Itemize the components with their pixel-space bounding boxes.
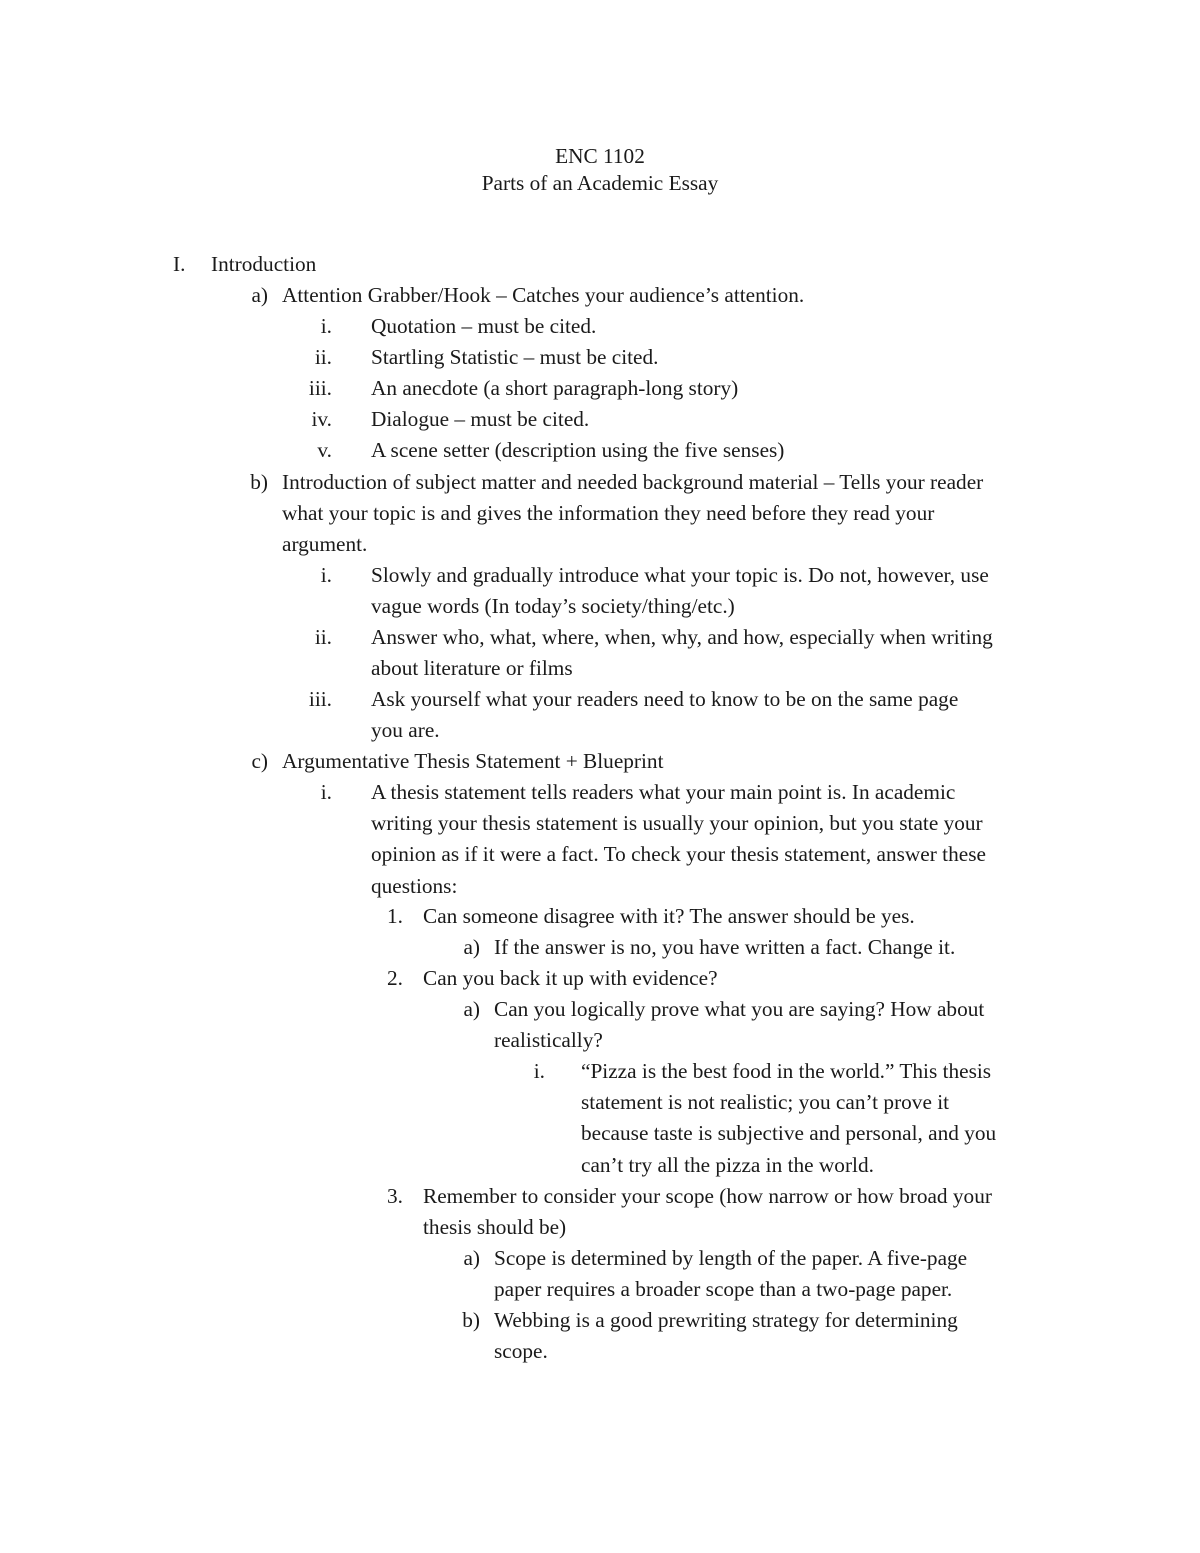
outline-text-line: statement is not realistic; you can’t prove it <box>581 1090 950 1115</box>
outline-text-line: Startling Statistic – must be cited. <box>371 345 659 369</box>
outline-text-line: Argumentative Thesis Statement + Blueprint <box>282 749 664 773</box>
outline-marker: 2. <box>387 966 403 990</box>
outline-marker: i. <box>533 1059 545 1083</box>
outline-text-line: you are. <box>371 718 440 743</box>
outline-text <box>371 684 958 746</box>
outline-text-line: Quotation – must be cited. <box>371 314 597 338</box>
outline-marker: iv. <box>311 407 332 431</box>
outline-marker: a) <box>463 997 480 1021</box>
document-title: Parts of an Academic Essay <box>481 171 719 195</box>
outline-marker: ii. <box>314 345 332 369</box>
outline-text <box>423 963 718 994</box>
outline-text-line: Attention Grabber/Hook – Catches your audience’s attention. <box>282 283 805 307</box>
outline-text-line: argument. <box>282 532 368 557</box>
outline-text <box>494 932 955 963</box>
outline-text-line: Answer who, what, where, when, why, and how, especially when writing <box>371 625 993 649</box>
outline-text <box>423 901 915 932</box>
outline-marker: I. <box>173 252 186 276</box>
outline-text-line: Introduction <box>211 252 317 276</box>
outline-text-line: opinion as if it were a fact. To check your thesis statement, answer these <box>371 842 986 867</box>
outline-text-line: A thesis statement tells readers what your main point is. In academic <box>371 780 956 804</box>
outline-text-line: realistically? <box>494 1028 603 1053</box>
outline-text <box>371 373 738 404</box>
outline-marker: a) <box>463 1246 480 1270</box>
outline-text-line: Can you logically prove what you are saying? How about <box>494 997 985 1021</box>
outline-marker: v. <box>317 438 332 462</box>
outline-text <box>494 1305 958 1367</box>
outline-text-line: questions: <box>371 873 458 898</box>
outline-text <box>494 994 984 1056</box>
outline-text <box>371 404 589 435</box>
outline-text-line: thesis should be) <box>423 1215 567 1240</box>
outline-text <box>494 1243 967 1305</box>
outline-marker: i. <box>320 780 332 804</box>
outline-text <box>371 435 784 466</box>
outline-text <box>581 1056 996 1181</box>
outline-marker: c) <box>251 749 268 773</box>
outline-marker: 1. <box>387 904 403 928</box>
outline-marker: ii. <box>314 625 332 649</box>
outline-marker: 3. <box>387 1184 403 1208</box>
outline-text <box>282 467 983 561</box>
outline-text-line: Can someone disagree with it? The answer should be yes. <box>423 904 915 928</box>
outline-text <box>371 560 989 622</box>
outline-text-line: An anecdote (a short paragraph-long story) <box>371 376 739 400</box>
outline-text-line: Remember to consider your scope (how narrow or how broad your <box>423 1184 992 1208</box>
outline-text-line: Can you back it up with evidence? <box>423 966 718 990</box>
outline-text-line: Ask yourself what your readers need to know to be on the same page <box>371 687 959 711</box>
outline-text <box>423 1181 992 1243</box>
outline-marker: a) <box>251 283 268 307</box>
outline-text-line: writing your thesis statement is usually your opinion, but you state your <box>371 811 983 836</box>
outline-text <box>282 280 804 311</box>
outline-marker: iii. <box>308 687 332 711</box>
outline-text <box>282 746 664 777</box>
outline-text <box>371 311 596 342</box>
outline-text <box>371 622 993 684</box>
outline-text-line: because taste is subjective and personal, and you <box>581 1121 997 1146</box>
outline-text-line: Webbing is a good prewriting strategy for determining <box>494 1308 958 1332</box>
course-code: ENC 1102 <box>555 144 645 168</box>
outline-text <box>211 249 316 280</box>
outline-marker: a) <box>463 935 480 959</box>
outline-text <box>371 342 658 373</box>
outline-text-line: vague words (In today’s society/thing/etc.) <box>371 594 735 619</box>
outline-text-line: can’t try all the pizza in the world. <box>581 1152 874 1177</box>
outline-text-line: what your topic is and gives the information they need before they read your <box>282 501 935 526</box>
outline-text-line: Scope is determined by length of the paper. A five-page <box>494 1246 968 1270</box>
outline-marker: iii. <box>308 376 332 400</box>
outline-marker: i. <box>320 314 332 338</box>
outline-text-line: about literature or films <box>371 656 573 681</box>
outline-text-line: A scene setter (description using the five senses) <box>371 438 785 462</box>
outline-text-line: Slowly and gradually introduce what your topic is. Do not, however, use <box>371 563 989 587</box>
outline-text-line: If the answer is no, you have written a fact. Change it. <box>494 935 956 959</box>
outline-text-line: scope. <box>494 1339 548 1364</box>
outline-marker: b) <box>250 470 268 494</box>
outline-marker: i. <box>320 563 332 587</box>
outline-text <box>371 777 986 902</box>
outline-text-line: Dialogue – must be cited. <box>371 407 590 431</box>
outline-text-line: paper requires a broader scope than a two-page paper. <box>494 1277 953 1302</box>
outline-marker: b) <box>462 1308 480 1332</box>
outline-text-line: Introduction of subject matter and needed background material – Tells your reader <box>282 470 984 494</box>
outline-text-line: “Pizza is the best food in the world.” This thesis <box>581 1059 992 1083</box>
